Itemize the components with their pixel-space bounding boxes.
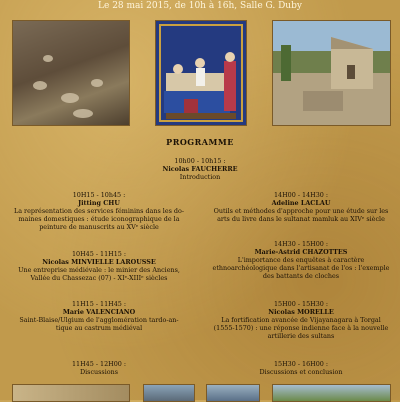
session-subject-line: Saint-Blaise/Ulgium de l'agglomération tardo-an-	[19, 316, 179, 325]
session-time: 15H30 - 16H00 :	[273, 360, 329, 368]
bottom-photo-3	[206, 384, 260, 402]
bottom-photo-4	[272, 384, 391, 402]
session-subject-line: Discussions	[80, 368, 118, 377]
session-subject-line: La fortification avancée de Vijayanagara à Torgal	[221, 316, 381, 325]
session-block	[208, 300, 394, 340]
date-location-line: Le 28 mai 2015, de 10h à 16h, Salle G. Duby	[98, 1, 302, 11]
session-time: 14H00 - 14H30 :	[273, 191, 329, 199]
speaker-name: Marie-Astrid CHAZOTTES	[254, 248, 348, 257]
session-block	[6, 300, 192, 332]
speaker-name: Adeline LACLAU	[271, 199, 331, 208]
session-time: 15H00 - 15H30 :	[273, 300, 329, 308]
manuscript-scene-icon	[156, 21, 246, 125]
bottom-photo-1	[12, 384, 130, 402]
excavation-site-photo	[12, 20, 130, 126]
session-subject-line: ethnoarchéologique dans l'artisanat de l'os : l'exemple	[212, 264, 390, 273]
session-subject-line: La représentation des services féminins dans les do-	[13, 207, 185, 216]
session-block	[6, 250, 192, 282]
stone-chapel-photo	[272, 20, 391, 126]
session-subject-line: Vallée du Chassezac (07) - XIᵉ-XIIIᵉ siècles	[30, 274, 168, 283]
session-time: 14H30 - 15H00 :	[273, 240, 329, 248]
session-subject-line: Discussions et conclusion	[259, 368, 343, 377]
session-subject-line: peinture de manuscrits au XVᵉ siècle	[39, 223, 159, 232]
bottom-photo-2	[143, 384, 195, 402]
speaker-name: Jitting CHU	[78, 199, 120, 208]
session-subject-line: Une entreprise médiévale : le minier des Anciens,	[18, 266, 180, 275]
session-time: 10H15 - 10h45 :	[72, 191, 126, 199]
chapel-scene-icon	[273, 21, 390, 125]
session-subject-line: artillerie des sultans	[267, 332, 335, 341]
speaker-name: Nicolas MINVIELLE LAROUSSE	[42, 258, 156, 267]
session-subject-line: des battants de cloches	[262, 272, 340, 281]
illuminated-manuscript-photo	[155, 20, 247, 126]
session-time: 11H15 - 11H45 :	[71, 300, 127, 308]
session-time: 10H45 - 11H15 :	[71, 250, 127, 258]
session-block	[208, 360, 394, 376]
session-subject-line: Outils et méthodes d'approche pour une étude sur les	[213, 207, 389, 216]
programme-title: PROGRAMME	[166, 137, 234, 147]
speaker-name: Marie VALENCIANO	[62, 308, 136, 317]
session-subject-line: arts du livre dans le sultanat mamluk au XIVᵉ siècle	[217, 215, 385, 224]
speaker-name: Nicolas MORELLE	[268, 308, 334, 317]
session-block	[208, 191, 394, 223]
session-block	[6, 191, 192, 231]
intro-session	[100, 157, 300, 181]
session-subject-line: tique au castrum médiéval	[55, 324, 143, 333]
session-subject: Introduction	[179, 173, 221, 182]
session-subject-line: L'importance des enquêtes à caractère	[237, 256, 365, 265]
session-subject-line: (1555-1570) : une réponse indienne face à la nouvelle	[213, 324, 389, 333]
session-time: 11H45 - 12H00 :	[71, 360, 127, 368]
session-block	[208, 240, 394, 280]
session-time: 10h00 - 10h15 :	[174, 157, 226, 165]
session-block	[6, 360, 192, 376]
speaker-name: Nicolas FAUCHERRE	[162, 165, 238, 174]
session-subject-line: maines domestiques : étude iconographique de la	[18, 215, 180, 224]
